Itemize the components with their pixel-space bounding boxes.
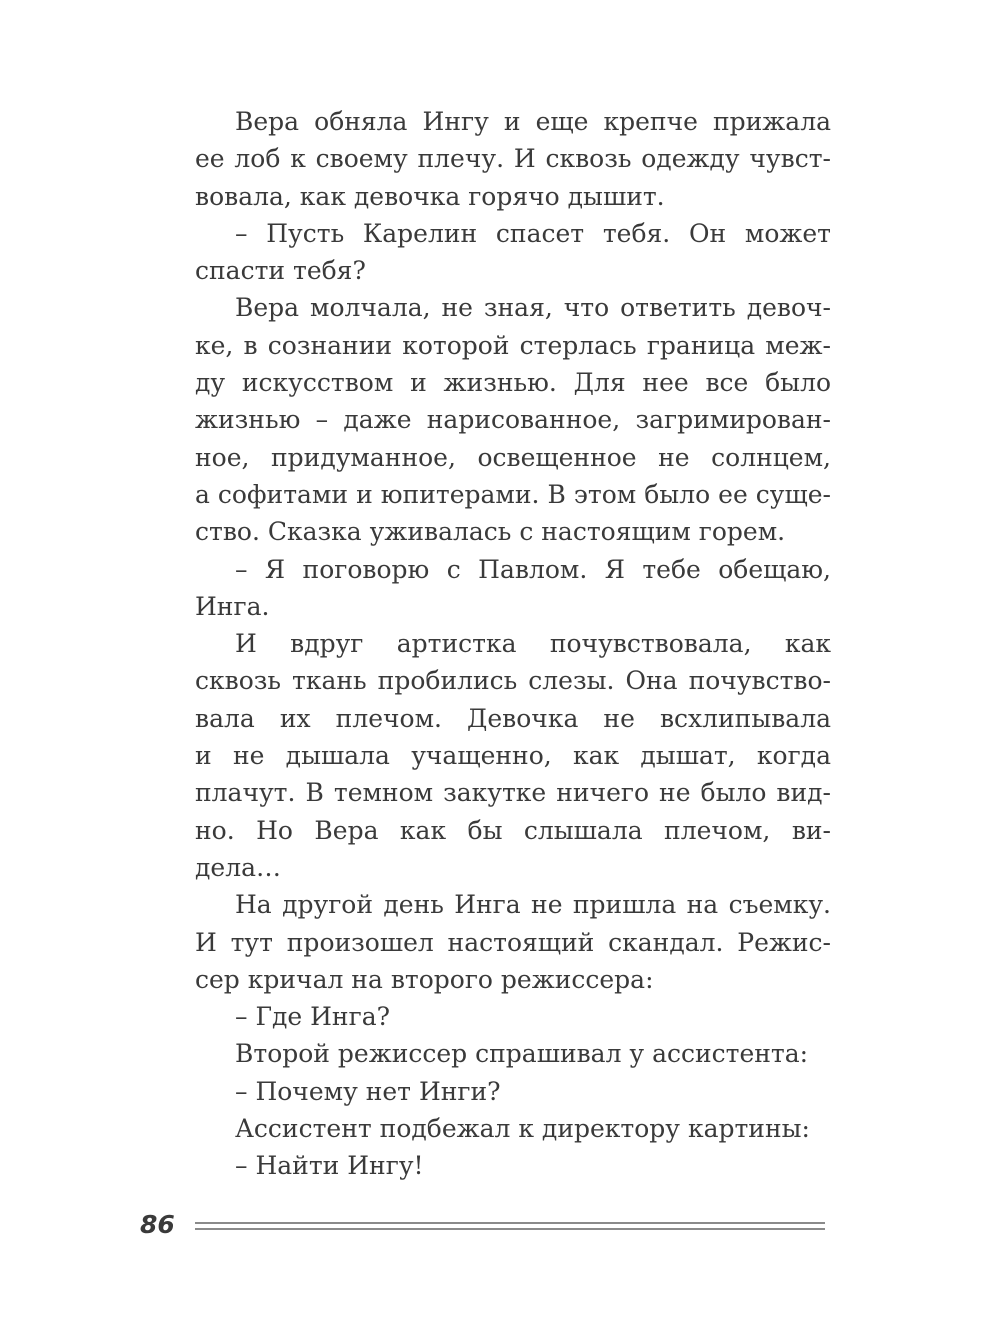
- text-line: сер кричал на второго режиссера:: [195, 964, 654, 994]
- text-line: – Я поговорю с Павлом. Я тебе обещаю,: [235, 554, 831, 584]
- text-line: Вера обняла Ингу и еще крепче прижала: [235, 107, 831, 136]
- text-line: Инга.: [195, 591, 270, 621]
- footer-rule-top: [195, 1222, 825, 1224]
- text-line: сквозь ткань пробились слезы. Она почувство-: [195, 666, 831, 696]
- text-line: вала их плечом. Девочка не всхлипывала: [195, 703, 831, 733]
- text-line: ду искусством и жизнью. Для нее все было: [195, 368, 831, 398]
- text-line: ее лоб к своему плечу. И сквозь одежду чувст-: [195, 144, 831, 174]
- text-line: – Пусть Карелин спасет тебя. Он может: [235, 218, 831, 248]
- page-footer: [140, 1208, 830, 1242]
- text-line: спасти тебя?: [195, 256, 366, 286]
- text-line: ное, придуманное, освещенное не солнцем,: [195, 442, 831, 472]
- body-text: [195, 103, 831, 1185]
- text-line: а софитами и юпитерами. В этом было ее суще-: [195, 479, 831, 509]
- text-line: – Почему нет Инги?: [235, 1076, 501, 1106]
- text-line: и не дышала учащенно, как дышат, когда: [195, 741, 831, 771]
- text-line: Второй режиссер спрашивал у ассистента:: [235, 1039, 809, 1069]
- text-line: И вдруг артистка почувствовала, как: [235, 629, 831, 659]
- text-line: – Где Инга?: [235, 1002, 391, 1032]
- text-line: Ассистент подбежал к директору картины:: [235, 1114, 810, 1144]
- text-line: ке, в сознании которой стерлась граница меж-: [195, 330, 831, 360]
- text-line: вовала, как девочка горячо дышит.: [195, 181, 665, 211]
- text-line: И тут произошел настоящий скандал. Режис-: [195, 927, 831, 957]
- text-line: Вера молчала, не зная, что ответить девоч-: [235, 293, 831, 323]
- text-line: ство. Сказка уживалась с настоящим горем.: [195, 517, 786, 547]
- footer-rule-bottom: [195, 1228, 825, 1230]
- page-number: 86: [140, 1210, 175, 1239]
- text-line: дела…: [195, 852, 281, 882]
- text-line: плачут. В темном закутке ничего не было вид-: [195, 778, 831, 808]
- text-line: но. Но Вера как бы слышала плечом, ви-: [195, 815, 831, 845]
- text-line: – Найти Ингу!: [235, 1151, 424, 1181]
- text-line: жизнью – даже нарисованное, загримирован-: [195, 405, 831, 435]
- text-line: На другой день Инга не пришла на съемку.: [235, 890, 831, 920]
